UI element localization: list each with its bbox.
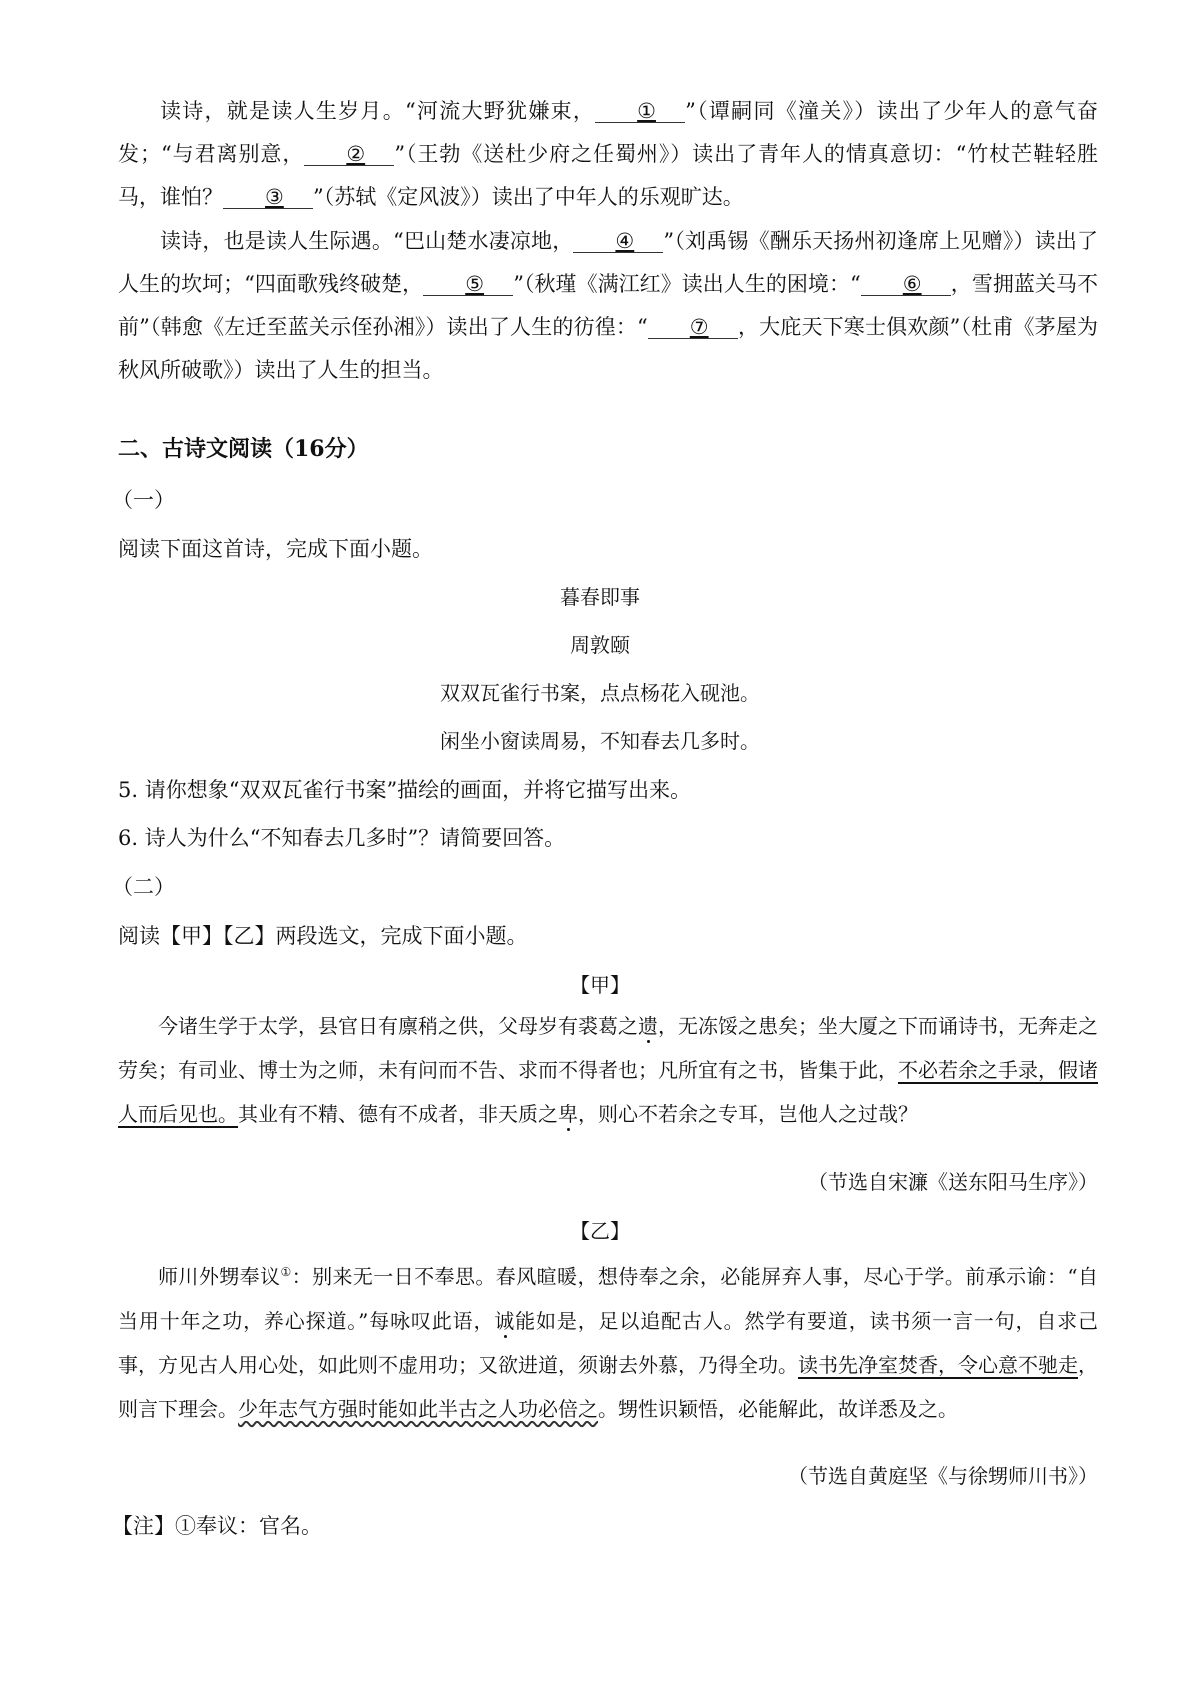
- blank-number: ⑥: [902, 272, 922, 296]
- text-segment: ，雪拥蓝关马不前”（韩愈《左迁至蓝关示侄孙湘》）读出了人生的彷徨：“: [118, 272, 1098, 339]
- passage-jia-text: [118, 1004, 1098, 1136]
- answer-blank-5[interactable]: [423, 273, 513, 296]
- emphasis-dot-word: 诚: [494, 1308, 516, 1333]
- answer-blank-6[interactable]: [861, 273, 951, 296]
- part-2-label: （二）: [112, 875, 175, 899]
- blank-number: ⑤: [465, 272, 485, 296]
- poem-line-2: 闲坐小窗读周易，不知春去几多时。: [440, 729, 760, 753]
- text-segment: ”（王勃《送杜少府之任蜀州》）读出了青年人的情真意切：“竹杖芒鞋轻胜马，谁怕？: [118, 142, 1098, 209]
- blank-number: ④: [615, 229, 635, 253]
- passage-yi-source: （节选自黄庭坚《与徐甥师川书》）: [788, 1464, 1098, 1488]
- answer-blank-4[interactable]: [573, 230, 663, 253]
- text-segment: ，大庇天下寒士俱欢颜”（杜甫《茅屋为秋风所破歌》）读出了人生的担当。: [118, 315, 1098, 382]
- question-5: 5. 请你想象“双双瓦雀行书案”描绘的画面，并将它描写出来。: [118, 778, 692, 802]
- underlined-sentence: 不必若余之手录，假诸人而后见也。: [118, 1058, 1098, 1126]
- text-segment: 。甥性识颖悟，必能解此，故详悉及之。: [598, 1396, 958, 1421]
- text-segment: ：别来无一日不奉思。春风暄暖，想侍奉之余，必能屏弃人事，尽心于学。前承示谕：“自当用十年之功，养心探道。”每咏叹此语，: [118, 1264, 1098, 1333]
- blank-number: ⑦: [689, 315, 709, 339]
- blank-number: ③: [265, 185, 284, 209]
- text-segment: 能如是，足以追配古人。然学有要道，读书须一言一句，自求己事，方见古人用心处，如此则不虚用功；又欲进道，须谢去外慕，乃得全功。: [118, 1308, 1099, 1377]
- passage-jia-label: 【甲】: [570, 973, 630, 997]
- poem-fill-paragraph-1: [118, 90, 1098, 219]
- question-6: 6. 诗人为什么“不知春去几多时”？请简要回答。: [118, 826, 566, 850]
- footnote-marker: ①: [280, 1265, 292, 1279]
- text-segment: 其业有不精、德有不成者，非天质之: [238, 1102, 558, 1126]
- underlined-sentence: 读书先净室焚香，令心意不驰走: [798, 1352, 1078, 1377]
- answer-blank-1[interactable]: [595, 100, 685, 123]
- answer-blank-2[interactable]: [304, 143, 394, 166]
- text-segment: 今诸生学于太学，县官日有廪稍之供，父母岁有裘葛之: [158, 1014, 638, 1038]
- poem-title: 暮春即事: [560, 585, 640, 609]
- text-segment: 师川外甥奉议: [158, 1264, 281, 1289]
- part-1-instructions: 阅读下面这首诗，完成下面小题。: [118, 537, 433, 561]
- emphasis-dot-word: 遗: [638, 1014, 658, 1038]
- text-segment: ”（秋瑾《满江红》读出人生的困境：“: [513, 272, 861, 296]
- poem-line-1: 双双瓦雀行书案，点点杨花入砚池。: [440, 681, 760, 705]
- text-segment: ”（刘禹锡《酬乐天扬州初逢席上见赠》）读出了人生的坎坷；“四面歌残终破楚，: [118, 229, 1099, 296]
- poem-author: 周敦颐: [570, 633, 630, 657]
- section-title: 二、古诗文阅读（16分）: [118, 436, 369, 462]
- passage-yi-text: [118, 1250, 1098, 1431]
- text-segment: 读诗，也是读人生际遇。“巴山楚水凄凉地，: [160, 229, 574, 253]
- answer-blank-3[interactable]: [223, 186, 313, 209]
- wavy-underlined-sentence: 少年志气方强时能如此半古之人功必倍之: [238, 1396, 598, 1421]
- text-segment: ，则言下理会。: [118, 1352, 1098, 1421]
- text-segment: ，无冻馁之患矣；坐大厦之下而诵诗书，无奔走之劳矣；有司业、博士为之师，未有问而不告、求而不得者也；凡所宜有之书，皆集于此，: [118, 1014, 1098, 1082]
- poem-fill-paragraph-2: [118, 220, 1098, 392]
- passage-jia-source: （节选自宋濂《送东阳马生序》）: [808, 1170, 1098, 1194]
- blank-number: ②: [346, 142, 366, 166]
- answer-blank-7[interactable]: [648, 316, 738, 339]
- blank-number: ①: [637, 99, 656, 123]
- footnote: 【注】①奉议：官名。: [112, 1514, 322, 1538]
- text-segment: 读诗，就是读人生岁月。“河流大野犹嫌束，: [160, 99, 596, 123]
- emphasis-dot-word: 卑: [558, 1102, 578, 1126]
- text-segment: ，则心不若余之专耳，岂他人之过哉？: [578, 1102, 918, 1126]
- part-2-instructions: 阅读【甲】【乙】两段选文，完成下面小题。: [118, 924, 528, 948]
- text-segment: ”（谭嗣同《潼关》）读出了少年人的意气奋发；“与君离别意，: [118, 99, 1099, 166]
- text-segment: ”（苏轼《定风波》）读出了中年人的乐观旷达。: [313, 185, 744, 209]
- passage-yi-label: 【乙】: [570, 1219, 630, 1243]
- part-1-label: （一）: [112, 488, 175, 512]
